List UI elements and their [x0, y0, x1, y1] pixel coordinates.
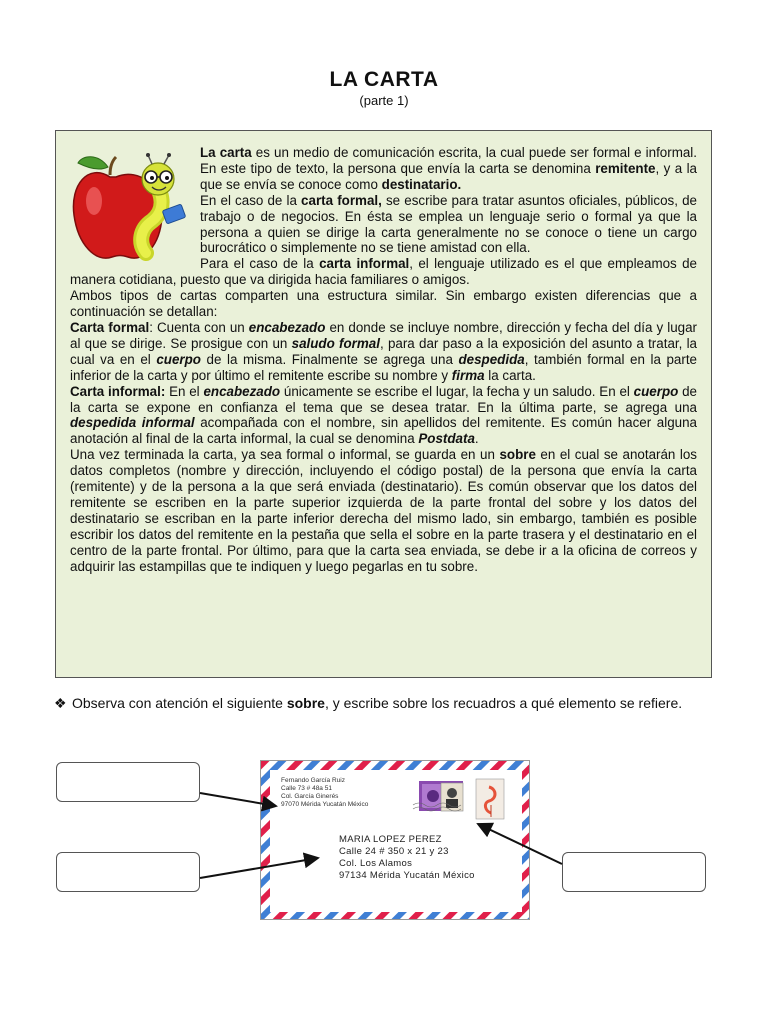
- reading-text-box: [55, 130, 712, 678]
- envelope: [260, 760, 530, 920]
- apple-worm-illustration: [68, 145, 196, 269]
- diamond-bullet-icon: ❖: [54, 695, 67, 711]
- answer-box-stamp[interactable]: [562, 852, 706, 892]
- paragraph-formal-letter: Carta formal: Cuenta con un encabezado en donde se incluye nombre, dirección y fecha del día y lugar al que se dirige. Se prosigue con un saludo formal, para dar paso a la exposición del asunto a tratar, la cual va en el cuerpo de la misma. Finalmente se agrega una despedida, también formal en la parte inferior de la carta y por último el remitente escribe su nombre y firma la carta.: [70, 319, 698, 383]
- page-subtitle: (parte 1): [359, 93, 409, 108]
- paragraph-envelope: Una vez terminada la carta, ya sea formal o informal, se guarda en un sobre en el cual se anotarán los datos completos (nombre y dirección, incluyendo el código postal) de la persona que envía la carta (remitente) y de la persona a la que será enviada (destinatario). Es común observar que los datos del remitente se escriben en la parte superior izquierda de la parte frontal del sobre y los datos del destinatario se escriban en la parte inferior derecha del mismo lado, sin embargo, también es posible escribir los datos del remitente en la pestaña que sella el sobre en la parte trasera y el destinatario en el centro de la parte frontal. Por último, para que la carta sea enviada, se debe ir a la oficina de correos y adquirir las estampillas que te indiquen y luego pegarlas en tu sobre.: [70, 447, 698, 574]
- paragraph-intro: La carta es un medio de comunicación escrita, la cual puede ser formal e informal. En este tipo de texto, la persona que envía la carta se denomina remitente, y a la que se envía se conoce como destinatario.: [200, 145, 697, 192]
- paragraph-structure: Ambos tipos de cartas comparten una estructura similar. Sin embargo existen diferencias que a continuación se detallan:: [70, 288, 697, 320]
- paragraph-informal: Para el caso de la carta informal, el lenguaje utilizado es el que empleamos de manera cotidiana, puesto que va dirigida hacia familiares o amigos.: [70, 256, 697, 288]
- sender-address: Fernando García Ruiz Calle 73 # 48a 51 Col. García Ginerés 97070 Mérida Yucatán México: [281, 777, 369, 808]
- instruction: ❖ Observa con atención el siguiente sobre, y escribe sobre los recuadros a qué elemento se refiere.: [54, 695, 683, 711]
- paragraph-formal: En el caso de la carta formal, se escribe para tratar asuntos oficiales, públicos, de trabajo o de negocios. En ésta se emplea un lenguaje serio o formal ya que la persona a quien se dirige la carta generalmente no se conoce o tiene un cargo burocrático o simplemente no se tiene amistad con ella.: [200, 192, 697, 256]
- recipient-address: MARIA LOPEZ PEREZ Calle 24 # 350 x 21 y 23 Col. Los Alamos 97134 Mérida Yucatán México: [339, 834, 475, 881]
- paragraph-informal-letter: Carta informal: En el encabezado únicamente se escribe el lugar, la fecha y un saludo. En el cuerpo de la carta se expone en confianza el tema que se desea tratar. En la última parte, se agrega una despedida informal acompañada con el nombre, sin apellidos del remitente. Es común hacer alguna anotación al final de la carta informal, la cual se denomina Postdata.: [70, 383, 697, 447]
- page-title: LA CARTA: [329, 68, 439, 91]
- answer-box-sender[interactable]: [56, 762, 200, 802]
- answer-box-recipient[interactable]: [56, 852, 200, 892]
- stamp-flamingo: [476, 779, 504, 819]
